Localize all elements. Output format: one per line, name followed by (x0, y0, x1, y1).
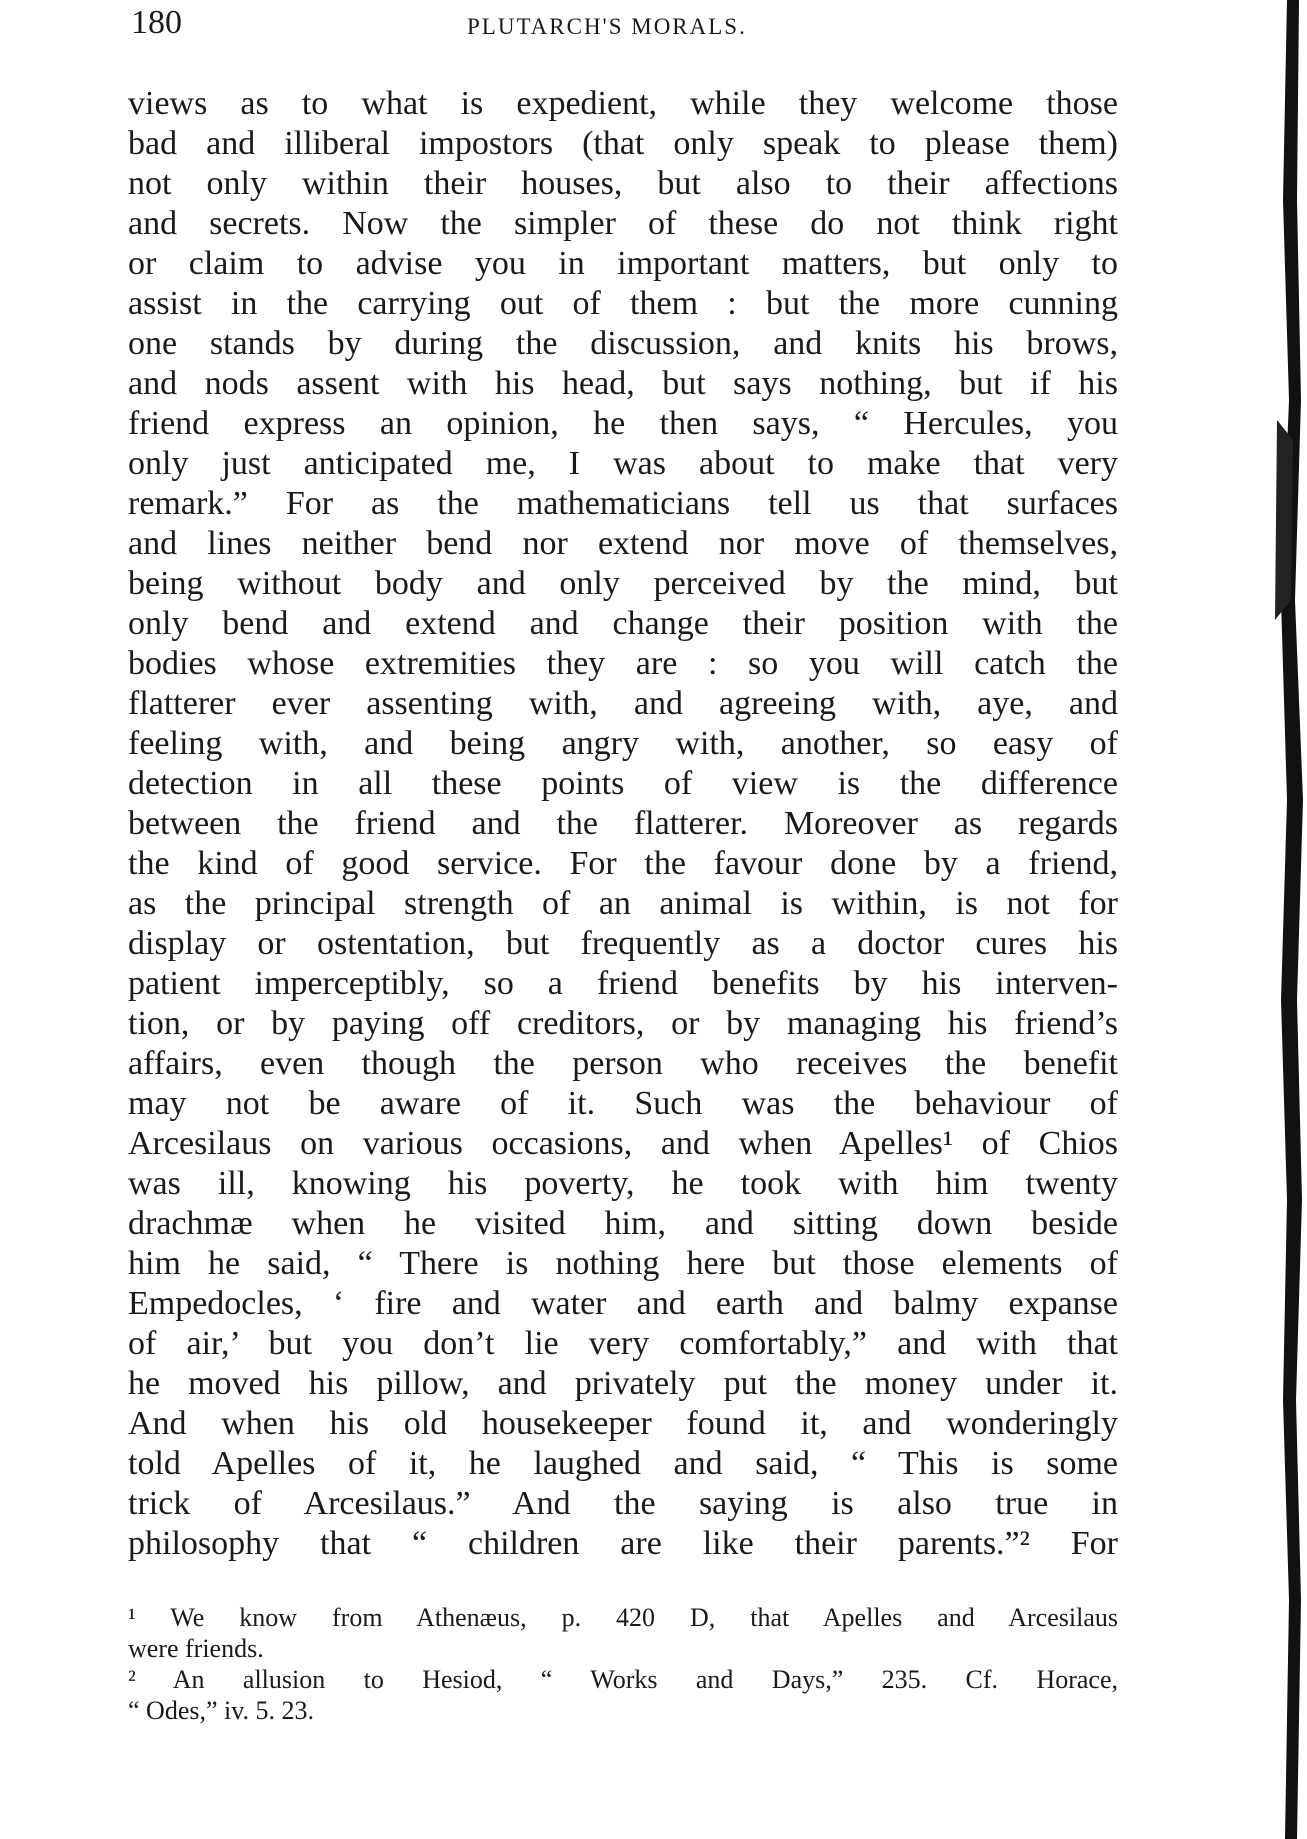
footnotes (128, 1602, 1118, 1726)
text-line: was ill, knowing his poverty, he took with him twenty (128, 1165, 1118, 1202)
footnote-line: were friends. (128, 1634, 264, 1663)
body-text (128, 84, 1118, 1564)
page-edge-shadow (1247, 0, 1307, 1839)
text-line: as the principal strength of an animal is within, is not for (128, 885, 1118, 922)
text-line: not only within their houses, but also to their affections (128, 165, 1118, 202)
text-line: only just anticipated me, I was about to make that very (128, 445, 1118, 482)
text-line: affairs, even though the person who receives the benefit (128, 1045, 1118, 1082)
text-line: flatterer ever assenting with, and agreeing with, aye, and (128, 685, 1118, 722)
text-line: patient imperceptibly, so a friend benefits by his interven- (128, 965, 1118, 1002)
text-line: only bend and extend and change their position with the (128, 605, 1118, 642)
footnote-line: ¹ We know from Athenæus, p. 420 D, that Apelles and Arcesilaus (128, 1603, 1118, 1632)
text-line: philosophy that “ children are like their parents.”² For (128, 1525, 1118, 1562)
text-line: he moved his pillow, and privately put the money under it. (128, 1365, 1118, 1402)
text-line: between the friend and the flatterer. Moreover as regards (128, 805, 1118, 842)
text-line: bodies whose extremities they are : so you will catch the (128, 645, 1118, 682)
text-line: told Apelles of it, he laughed and said, “ This is some (128, 1445, 1118, 1482)
text-line: And when his old housekeeper found it, and wonderingly (128, 1405, 1118, 1442)
text-line: views as to what is expedient, while they welcome those (128, 85, 1118, 122)
page-number: 180 (131, 4, 182, 41)
text-line: the kind of good service. For the favour done by a friend, (128, 845, 1118, 882)
running-title: PLUTARCH'S MORALS. (467, 14, 747, 39)
text-line: tion, or by paying off creditors, or by managing his friend’s (128, 1005, 1118, 1042)
text-line: and secrets. Now the simpler of these do not think right (128, 205, 1118, 242)
text-line: Arcesilaus on various occasions, and when Apelles¹ of Chios (128, 1125, 1118, 1162)
text-line: one stands by during the discussion, and knits his brows, (128, 325, 1118, 362)
text-line: or claim to advise you in important matters, but only to (128, 245, 1118, 282)
text-line: and nods assent with his head, but says nothing, but if his (128, 365, 1118, 402)
text-line: of air,’ but you don’t lie very comfortably,” and with that (128, 1325, 1118, 1362)
text-line: Empedocles, ‘ fire and water and earth and balmy expanse (128, 1285, 1118, 1322)
text-line: drachmæ when he visited him, and sitting down beside (128, 1205, 1118, 1242)
footnote-line: “ Odes,” iv. 5. 23. (128, 1696, 315, 1725)
text-line: trick of Arcesilaus.” And the saying is also true in (128, 1485, 1118, 1522)
text-line: being without body and only perceived by the mind, but (128, 565, 1118, 602)
text-line: feeling with, and being angry with, another, so easy of (128, 725, 1118, 762)
text-line: detection in all these points of view is the difference (128, 765, 1118, 802)
text-line: and lines neither bend nor extend nor move of themselves, (128, 525, 1118, 562)
text-line: him he said, “ There is nothing here but those elements of (128, 1245, 1118, 1282)
text-line: remark.” For as the mathematicians tell us that surfaces (128, 485, 1118, 522)
text-line: bad and illiberal impostors (that only speak to please them) (128, 125, 1118, 162)
footnote-line: ² An allusion to Hesiod, “ Works and Days,” 235. Cf. Horace, (128, 1665, 1118, 1694)
text-line: friend express an opinion, he then says, “ Hercules, you (128, 405, 1118, 442)
text-line: display or ostentation, but frequently as a doctor cures his (128, 925, 1118, 962)
text-line: assist in the carrying out of them : but the more cunning (128, 285, 1118, 322)
text-line: may not be aware of it. Such was the behaviour of (128, 1085, 1118, 1122)
